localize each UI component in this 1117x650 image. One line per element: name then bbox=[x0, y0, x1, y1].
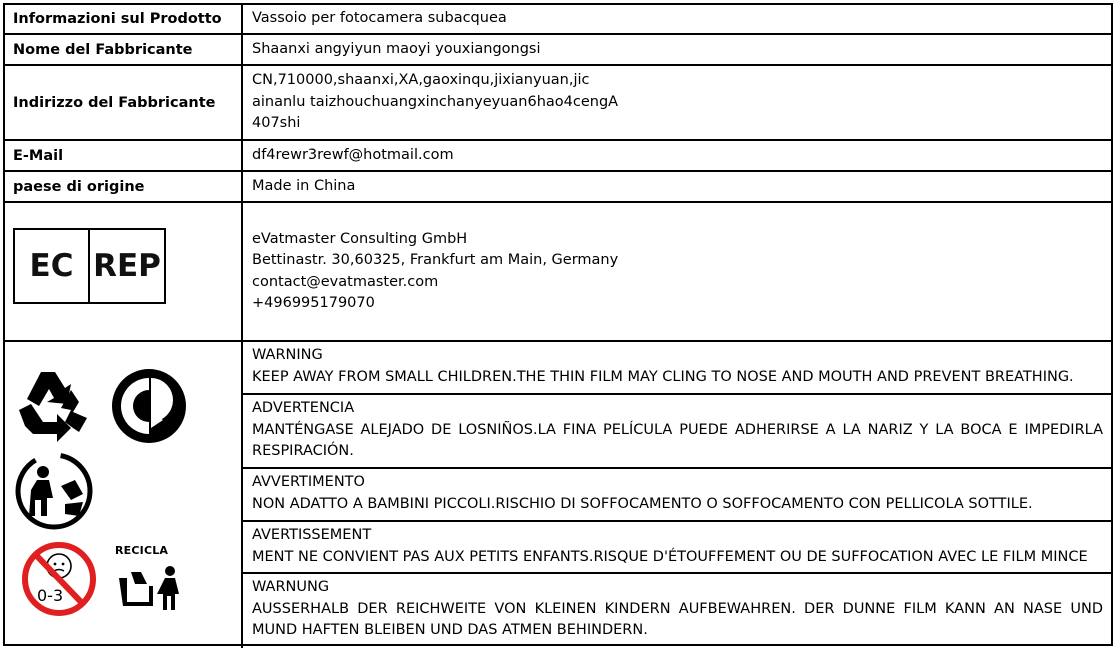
address-line: CN,710000,shaanxi,XA,gaoxinqu,jixianyuan,jic bbox=[252, 72, 590, 89]
value-email bbox=[243, 141, 1111, 170]
ec-rep-company: eVatmaster Consulting GmbH bbox=[252, 230, 468, 247]
row-manufacturer-address bbox=[5, 66, 1111, 141]
warning-block-es bbox=[243, 395, 1111, 469]
ec-rep-left: EC bbox=[15, 230, 90, 302]
warning-block-fr bbox=[243, 522, 1111, 574]
warning-text: MANTÉNGASE ALEJADO DE LOSNIÑOS.LA FINA PELÍCULA PUEDE ADHERIRSE A LA NARIZ Y LA BOCA E IMPEDIRLA RESPIRACIÓN. bbox=[252, 421, 1103, 459]
warning-text: AUSSERHALB DER REICHWEITE VON KLEINEN KINDERN AUFBEWAHREN. DER DUNNE FILM KANN AN NASE UND MUND HAFTEN BLEIBEN UND DAS ATMEN BEHINDERN. bbox=[252, 600, 1103, 638]
warning-title: AVVERTIMENTO bbox=[252, 474, 365, 490]
warning-title: WARNUNG bbox=[252, 579, 330, 595]
ec-rep-right: REP bbox=[93, 248, 161, 284]
value-line: Shaanxi angyiyun maoyi youxiangongsi bbox=[252, 40, 541, 57]
ec-rep-address: Bettinastr. 30,60325, Frankfurt am Main, Germany bbox=[252, 252, 619, 268]
row-country-of-origin bbox=[5, 172, 1111, 203]
row-product-info bbox=[5, 5, 1111, 35]
recicla-icon bbox=[113, 564, 189, 614]
row-manufacturer-name bbox=[5, 35, 1111, 66]
ec-rep-icon bbox=[13, 228, 166, 304]
value-product-info bbox=[243, 5, 1111, 33]
recicla-label: RECICLA bbox=[115, 544, 169, 557]
value-line: Vassoio per fotocamera subacquea bbox=[252, 10, 507, 27]
label-manufacturer-name: Nome del Fabbricante bbox=[5, 35, 243, 64]
value-line: Made in China bbox=[252, 177, 356, 194]
warning-block-de bbox=[243, 574, 1111, 648]
label-email: E-Mail bbox=[5, 141, 243, 170]
triman-icon bbox=[13, 450, 95, 532]
address-line: ainanlu taizhouchuangxinchanyeyuan6hao4cengA bbox=[252, 93, 619, 110]
symbols-cell bbox=[5, 342, 243, 648]
warning-title: ADVERTENCIA bbox=[252, 400, 355, 416]
row-email bbox=[5, 141, 1111, 172]
warning-text: NON ADATTO A BAMBINI PICCOLI.RISCHIO DI SOFFOCAMENTO O SOFFOCAMENTO CON PELLICOLA SOTTILE. bbox=[252, 495, 1033, 512]
address-line: 407shi bbox=[252, 115, 301, 132]
product-info-table bbox=[3, 3, 1113, 646]
age-0-3-warning-icon bbox=[19, 540, 99, 618]
ec-rep-symbol-cell bbox=[5, 203, 243, 340]
label-product-info: Informazioni sul Prodotto bbox=[5, 5, 243, 33]
warning-text: MENT NE CONVIENT PAS AUX PETITS ENFANTS.RISQUE D'ÉTOUFFEMENT OU DE SUFFOCATION AVEC LE FILM MINCE bbox=[252, 548, 1088, 565]
warning-title: WARNING bbox=[252, 347, 323, 363]
ec-rep-contact bbox=[243, 203, 1111, 340]
warning-block-it bbox=[243, 469, 1111, 522]
value-manufacturer-address bbox=[243, 66, 1111, 139]
label-country-of-origin: paese di origine bbox=[5, 172, 243, 201]
value-country-of-origin bbox=[243, 172, 1111, 201]
recycle-icon bbox=[13, 366, 93, 444]
label-manufacturer-address: Indirizzo del Fabbricante bbox=[5, 66, 243, 139]
warning-title: AVERTISSEMENT bbox=[252, 527, 372, 543]
email-text: df4rewr3rewf@hotmail.com bbox=[252, 146, 454, 163]
warning-text: KEEP AWAY FROM SMALL CHILDREN.THE THIN FILM MAY CLING TO NOSE AND MOUTH AND PREVENT BREATHING. bbox=[252, 368, 1074, 385]
ec-rep-email: contact@evatmaster.com bbox=[252, 273, 439, 290]
row-ec-rep bbox=[5, 203, 1111, 342]
row-warnings bbox=[5, 342, 1111, 648]
value-manufacturer-name bbox=[243, 35, 1111, 64]
green-dot-icon bbox=[109, 366, 189, 446]
ec-rep-phone: +496995179070 bbox=[252, 295, 375, 311]
age-label: 0-3 bbox=[37, 586, 64, 605]
warning-block-en bbox=[243, 342, 1111, 395]
